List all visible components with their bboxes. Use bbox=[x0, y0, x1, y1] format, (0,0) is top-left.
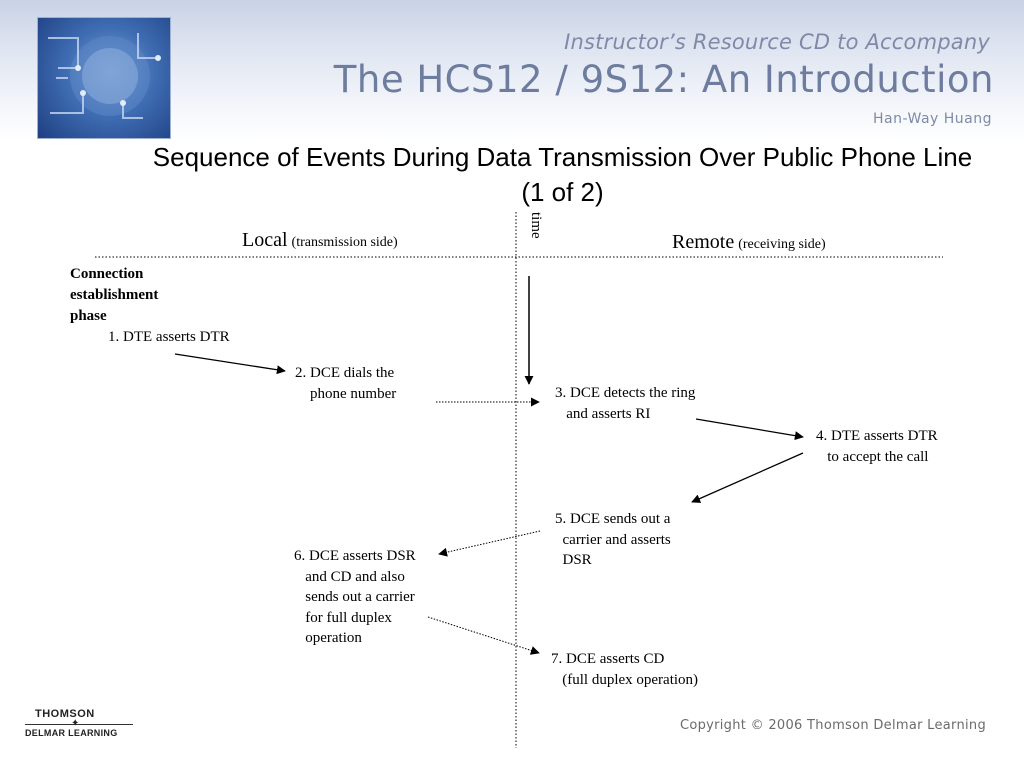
book-title: The HCS12 / 9S12: An Introduction bbox=[333, 58, 994, 101]
event-1: 1. DTE asserts DTR bbox=[108, 329, 230, 345]
book-series-text: Instructor’s Resource CD to Accompany bbox=[564, 30, 990, 54]
phase-label-line: Connection bbox=[70, 266, 144, 282]
event-7: 7. DCE asserts CD (full duplex operation) bbox=[551, 651, 699, 688]
event-6: 6. DCE asserts DSR and CD and also sends out a carrier for full duplex operation bbox=[294, 548, 416, 646]
slide-title-line-1: Sequence of Events During Data Transmission Over Public Phone Line bbox=[152, 142, 973, 172]
slide-title-line-2: (1 of 2) bbox=[521, 177, 604, 207]
copyright-text: Copyright © 2006 Thomson Delmar Learning bbox=[679, 718, 986, 733]
logo-name: THOMSON bbox=[35, 708, 95, 720]
remote-note: (receiving side) bbox=[738, 237, 826, 252]
arrow-4-to-5 bbox=[692, 453, 803, 502]
phase-label-line: phase bbox=[70, 308, 107, 324]
book-author: Han-Way Huang bbox=[873, 111, 992, 127]
arrow-3-to-4 bbox=[696, 419, 803, 437]
arrow-1-to-2 bbox=[175, 354, 285, 371]
remote-label: Remote bbox=[672, 231, 735, 253]
event-4: 4. DTE asserts DTR to accept the call bbox=[816, 428, 938, 465]
event-3: 3. DCE detects the ring and asserts RI bbox=[555, 385, 696, 422]
event-2: 2. DCE dials the phone number bbox=[295, 365, 397, 402]
local-label: Local bbox=[242, 229, 288, 251]
arrow-6-to-7 bbox=[428, 617, 539, 653]
time-axis-label: time bbox=[528, 212, 544, 239]
star-icon: ✦ bbox=[71, 718, 80, 729]
logo-subtitle: DELMAR LEARNING bbox=[25, 728, 118, 738]
phase-label-line: establishment bbox=[70, 287, 159, 303]
event-5: 5. DCE sends out a carrier and asserts DSR bbox=[555, 511, 671, 568]
arrow-5-to-6 bbox=[439, 531, 540, 554]
local-note: (transmission side) bbox=[291, 235, 398, 250]
publisher-logo bbox=[25, 708, 137, 742]
